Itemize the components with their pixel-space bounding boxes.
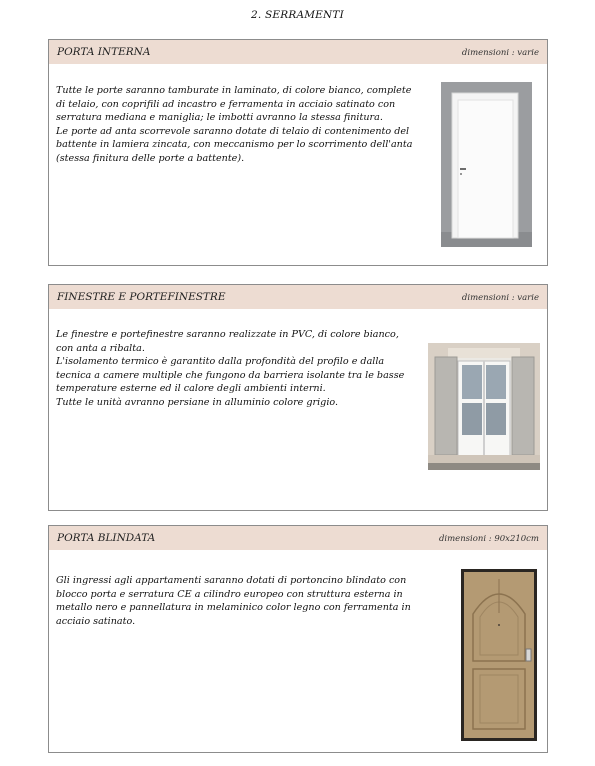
section-header [49,40,547,64]
section-title: FINESTRE E PORTEFINESTRE [57,291,226,303]
paragraph: Gli ingressi agli appartamenti saranno dotati di portoncino blindato con blocco porta e serratura CE a cilindro europeo con struttura esterna in metallo nero e pannellatura in melaminico color legno con ferramenta in acciaio satinato. [56,575,411,627]
section-description [56,328,416,410]
section-dimensions: dimensioni : 90x210cm [438,534,539,544]
section-dimensions: dimensioni : varie [461,48,539,58]
section-porta-interna [48,39,548,266]
interior-door-image [441,82,532,247]
section-dimensions: dimensioni : varie [461,293,539,303]
paragraph: Le finestre e portefinestre saranno realizzate in PVC, di colore bianco, con anta a ribalta. [56,329,399,354]
window-shutters-image [428,343,540,470]
paragraph: Tutte le porte saranno tamburate in laminato, di colore bianco, complete di telaio, con coprifili ad incastro e ferramenta in acciaio satinato con serratura mediana e maniglia; le imbotti avranno la stessa finitura. [56,85,412,124]
section-finestre [48,284,548,511]
section-title: PORTA BLINDATA [57,532,156,544]
section-description [56,574,416,628]
paragraph: Le porte ad anta scorrevole saranno dotate di telaio di contenimento del battente in lamiera zincata, con meccanismo per lo scorrimento dell'anta (stessa finitura delle porte a battente). [56,125,413,164]
section-header [49,285,547,309]
paragraph: Tutte le unità avranno persiane in alluminio colore grigio. [56,396,339,408]
page-title: 2. SERRAMENTI [251,9,344,21]
section-porta-blindata [48,525,548,753]
section-title: PORTA INTERNA [57,46,151,58]
section-description [56,84,416,166]
paragraph: L'isolamento termico è garantito dalla profondità del profilo e dalla tecnica a camere multiple che fungono da barriera isolante tra le basse temperature esterne ed il calore degli ambienti interni. [56,356,405,395]
section-header [49,526,547,550]
armored-door-image [461,569,537,741]
